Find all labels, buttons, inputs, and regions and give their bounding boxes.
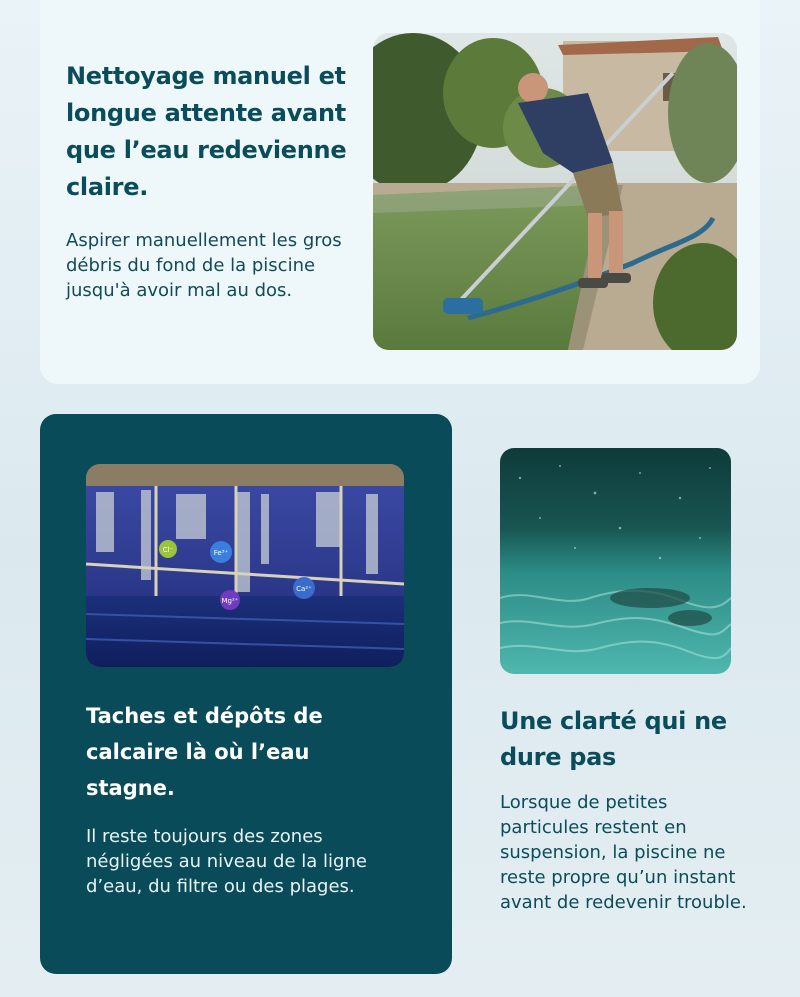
- manual-cleaning-text: Aspirer manuellement les gros débris du fond de la piscine jusqu'à avoir mal au dos.: [66, 230, 342, 301]
- calcium-label: Ca²⁺: [296, 585, 312, 593]
- magnesium-label: Mg²⁺: [221, 597, 239, 605]
- man-vacuuming-pool-photo: [373, 33, 737, 350]
- manual-cleaning-card: [40, 0, 760, 384]
- clarity-title: Une clarté qui ne dure pas: [500, 707, 727, 771]
- limescale-card: [40, 414, 452, 974]
- manual-cleaning-title: Nettoyage manuel et longue attente avant que l’eau redevienne claire.: [66, 62, 347, 201]
- chloride-label: Cl⁻: [162, 546, 174, 554]
- cloudy-pool-water-photo: [500, 448, 731, 674]
- iron-label: Fe³⁺: [213, 549, 229, 557]
- limescale-text: Il reste toujours des zones négligées au niveau de la ligne d’eau, du filtre ou des plages.: [86, 826, 367, 897]
- clarity-text: Lorsque de petites particules restent en suspension, la piscine ne reste propre qu’un instant avant de redevenir trouble.: [500, 792, 747, 913]
- limescale-pool-wall-photo: [86, 464, 404, 667]
- limescale-title: Taches et dépôts de calcaire là où l’eau stagne.: [86, 704, 323, 800]
